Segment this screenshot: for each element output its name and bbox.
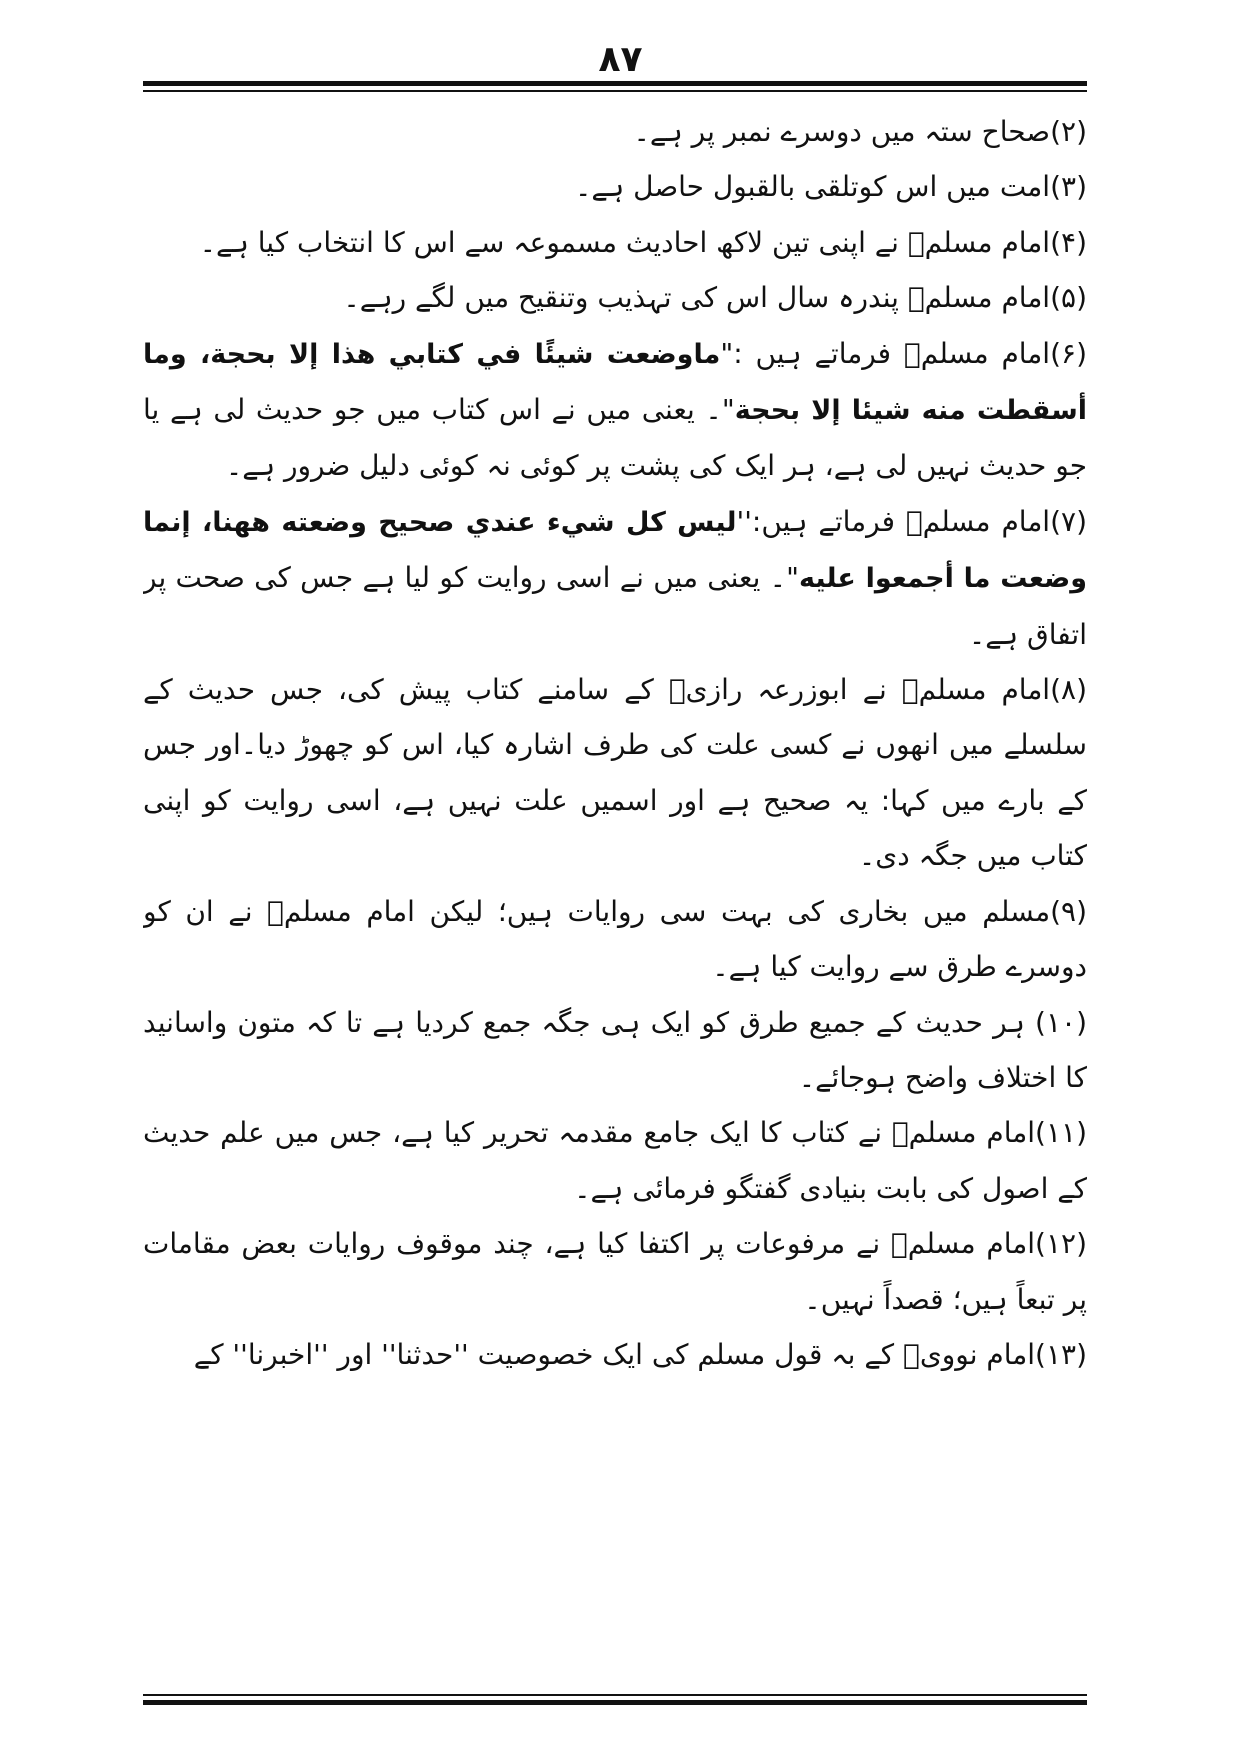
page-number: ۸۷ <box>598 39 643 80</box>
paragraph-4: (۴)امام مسلمؒ نے اپنی تین لاکھ احادیث مسموعہ سے اس کا انتخاب کیا ہے۔ <box>199 225 1087 259</box>
paragraph-13: (۱۳)امام نوویؒ کے بہ قول مسلم کی ایک خصوصیت ''حدثنا'' اور ''اخبرنا'' کے <box>193 1337 1087 1371</box>
paragraph-2: (۲)صحاح ستہ میں دوسرے نمبر پر ہے۔ <box>633 115 1087 148</box>
paragraph-11: (۱۱)امام مسلمؒ نے کتاب کا ایک جامع مقدمہ تحریر کیا ہے، جس میں علم حدیث کے اصول کی بابت بنیادی گفتگو فرمائی ہے۔ <box>143 1116 1087 1205</box>
paragraph-3: (۳)امت میں اس کوتلقی بالقبول حاصل ہے۔ <box>575 170 1087 204</box>
paragraph-9: (۹)مسلم میں بخاری کی بہت سی روایات ہیں؛ لیکن امام مسلمؒ نے ان کو دوسرے طرق سے روایت کیا ہے۔ <box>143 894 1087 984</box>
paragraph-6-arabic-quote: ماوضعت شيئًا في كتابي هذا إلا بحجة، وما أسقطت منه شيئا إلا بحجة <box>143 338 1087 427</box>
paragraph-5: (۵)امام مسلمؒ پندرہ سال اس کی تہذیب وتنقیح میں لگے رہے۔ <box>343 281 1087 315</box>
paragraph-12: (۱۲)امام مسلمؒ نے مرفوعات پر اکتفا کیا ہے، چند موقوف روایات بعض مقامات پر تبعاً ہیں؛ قصداً نہیں۔ <box>143 1227 1087 1316</box>
header-rule-thin <box>143 90 1087 92</box>
paragraph-6-lead: (۶)امام مسلمؒ فرماتے ہیں :" <box>720 336 1087 370</box>
footer-rule-thin <box>143 1694 1087 1696</box>
header-rule-thick <box>143 81 1087 86</box>
page-body <box>143 104 1087 1684</box>
paragraph-7-tail: "۔ یعنی میں نے اسی روایت کو لیا ہے جس کی صحت پر اتفاق ہے۔ <box>143 561 1087 651</box>
paragraph-8: (۸)امام مسلمؒ نے ابوزرعہ رازیؒ کے سامنے کتاب پیش کی، جس حدیث کے سلسلے میں انھوں نے کسی علت کی طرف اشارہ کیا، اس کو چھوڑ دیا۔اور جس کے بارے میں کہا: یہ صحیح ہے اور اسمیں علت نہیں ہے، اسی روایت کو اپنی کتاب میں جگہ دی۔ <box>143 673 1087 873</box>
paragraph-7-lead: (۷)امام مسلمؒ فرماتے ہیں:'' <box>736 504 1087 538</box>
paragraph-10: (۱۰) ہر حدیث کے جمیع طرق کو ایک ہی جگہ جمع کردیا ہے تا کہ متون واسانید کا اختلاف واضح ہوجائے۔ <box>143 1005 1087 1094</box>
footer-rule-thick <box>143 1700 1087 1705</box>
paragraph-7 <box>143 494 1087 662</box>
paragraph-6 <box>143 326 1087 494</box>
paragraph-6-tail: "۔ یعنی میں نے اس کتاب میں جو حدیث لی ہے یا جو حدیث نہیں لی ہے، ہر ایک کی پشت پر کوئی نہ کوئی دلیل ضرور ہے۔ <box>143 393 1087 483</box>
paragraph-7-arabic-quote: ليس كل شيء عندي صحيح وضعته ههنا، إنما وضعت ما أجمعوا عليه <box>143 506 1087 595</box>
